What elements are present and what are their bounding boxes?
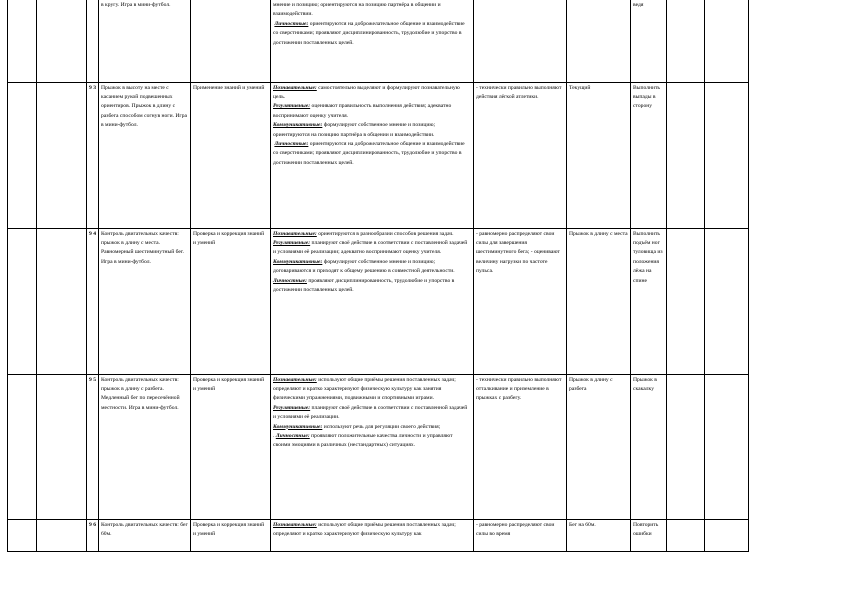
homework-cell: Выполнить подъём ног туловища из положения лёжа на спине bbox=[631, 228, 667, 374]
activity-cell: - технически правильно выполняют отталкивание и приземление в прыжках с разбегу. bbox=[474, 374, 567, 519]
uud-text: планируют своё действие в соответствии с поставленной задачей и условиями её реализации; адекватно воспринимают оценку учителя. bbox=[273, 239, 468, 256]
uud-cell bbox=[271, 228, 474, 374]
uud-entry bbox=[273, 258, 471, 277]
table-row bbox=[8, 0, 749, 82]
uud-text: ориентируются на доброжелательное общение и взаимодействие со сверстниками; проявляют дисциплинированность, трудолюбие и упорство в достижении поставленных целей. bbox=[273, 140, 465, 166]
activity-cell bbox=[474, 0, 567, 82]
uud-entry bbox=[273, 1, 471, 20]
blank-cell bbox=[37, 82, 87, 228]
uud-heading: Коммуникативные: bbox=[273, 423, 323, 430]
blank-cell bbox=[705, 82, 749, 228]
uud-heading: Коммуникативные: bbox=[273, 122, 323, 129]
lesson-number bbox=[87, 0, 99, 82]
lesson-number: 9 3 bbox=[87, 82, 99, 228]
blank-cell bbox=[667, 0, 705, 82]
blank-cell bbox=[667, 519, 705, 551]
lesson-topic: Контроль двигательных качеств: прыжок в длину с разбега. Медленный бег по пересечённой местности. Игра в мини-футбол. bbox=[99, 374, 191, 519]
activity-cell: - равномерно распределяют свои силы для завершения шестиминутного бега; - оценивают величину нагрузки по частоте пульса. bbox=[474, 228, 567, 374]
homework-cell: Прыжок в скакалку bbox=[631, 374, 667, 519]
control-cell: Прыжок в длину с разбега bbox=[567, 374, 631, 519]
uud-entry bbox=[273, 404, 471, 423]
lesson-topic: Прыжок в высоту на месте с касанием рукой подвешенных ориентиров. Прыжок в длину с разбега способом согнув ноги. Игра в мини-футбол. bbox=[99, 82, 191, 228]
uud-heading: Познавательные: bbox=[273, 84, 317, 91]
uud-text: оценивают правильность выполнения действия; адекватно воспринимают оценку учителя. bbox=[273, 103, 452, 119]
uud-cell bbox=[271, 519, 474, 551]
uud-entry bbox=[273, 230, 471, 239]
uud-entry bbox=[273, 121, 471, 140]
uud-heading: Личностные: bbox=[275, 432, 310, 439]
uud-text: мнение и позицию; ориентируются на позицию партнёра в общении и взаимодействии. bbox=[273, 2, 441, 18]
uud-text: проявляют положительные качества личности и управляют своими эмоциями в различных (нестандартных) ситуациях. bbox=[273, 432, 453, 449]
uud-heading: Регулятивные: bbox=[273, 103, 311, 110]
blank-cell bbox=[705, 228, 749, 374]
uud-entry bbox=[273, 277, 471, 296]
lesson-type bbox=[191, 0, 271, 82]
lesson-type: Проверка и коррекция знаний и умений bbox=[191, 374, 271, 519]
lesson-type: Проверка и коррекция знаний и умений bbox=[191, 519, 271, 551]
lesson-number: 9 4 bbox=[87, 228, 99, 374]
blank-cell bbox=[705, 519, 749, 551]
blank-cell bbox=[705, 374, 749, 519]
uud-text: используют общие приёмы решения поставленных задач; определяют и кратко характеризуют физическую культуру как bbox=[273, 521, 456, 537]
uud-text: используют общие приёмы решения поставленных задач; определяют и кратко характеризуют физическую культуру как занятия физическими упражнениями, подвижными и спортивными играми. bbox=[273, 376, 456, 402]
blank-cell bbox=[37, 228, 87, 374]
uud-entry bbox=[273, 140, 471, 168]
uud-heading: Регулятивные: bbox=[273, 404, 311, 411]
activity-cell: - технически правильно выполняют действия лёгкой атлетики. bbox=[474, 82, 567, 228]
uud-heading: Личностные: bbox=[274, 140, 309, 147]
blank-cell bbox=[37, 519, 87, 551]
blank-cell bbox=[8, 0, 37, 82]
uud-cell bbox=[271, 374, 474, 519]
uud-entry bbox=[273, 376, 471, 404]
uud-entry bbox=[273, 521, 471, 540]
uud-text: проявляют дисциплинированность, трудолюбие и упорство в достижении поставленных целей. bbox=[273, 277, 455, 293]
uud-text: формулируют собственное мнение и позицию; ориентируются на позицию партнёра в общении и взаимодействии. bbox=[273, 122, 436, 138]
table-row bbox=[8, 228, 749, 374]
uud-entry bbox=[273, 20, 471, 48]
lesson-topic: Контроль двигательных качеств: бег 60м. bbox=[99, 519, 191, 551]
uud-cell bbox=[271, 82, 474, 228]
uud-heading: Регулятивные: bbox=[273, 239, 311, 246]
uud-entry bbox=[273, 84, 471, 103]
uud-text: планируют своё действие в соответствии с поставленной задачей и условиями её реализации. bbox=[273, 404, 468, 421]
uud-entry: . Личностные: проявляют положительные качества личности и управляют своими эмоциями в различных (нестандартных) ситуациях. bbox=[273, 432, 453, 449]
uud-text: самостоятельно выделяют и формулируют познавательную цель. bbox=[273, 84, 460, 100]
lesson-type: Проверка и коррекция знаний и умений bbox=[191, 228, 271, 374]
uud-text: формулируют собственное мнение и позицию; договариваются и приходят к общему решению в совместной деятельности. bbox=[273, 258, 455, 275]
uud-heading: Познавательные: bbox=[273, 521, 317, 528]
blank-cell bbox=[8, 374, 37, 519]
uud-text: используют речь для регуляции своего действия; bbox=[323, 423, 441, 430]
uud-cell bbox=[271, 0, 474, 82]
uud-entry bbox=[273, 423, 471, 432]
lesson-number: 9 5 bbox=[87, 374, 99, 519]
blank-cell bbox=[8, 519, 37, 551]
uud-entry bbox=[273, 102, 471, 121]
blank-cell bbox=[667, 228, 705, 374]
uud-entry bbox=[273, 239, 471, 258]
blank-cell bbox=[8, 82, 37, 228]
blank-cell bbox=[37, 374, 87, 519]
uud-heading: Личностные: bbox=[274, 20, 309, 27]
lesson-topic: Контроль двигательных качеств: прыжок в длину с места. Равномерный шестиминутный бег. Игра в мини-футбол. bbox=[99, 228, 191, 374]
table-row bbox=[8, 82, 749, 228]
homework-cell: ведя bbox=[631, 0, 667, 82]
blank-cell bbox=[667, 82, 705, 228]
uud-text: ориентируются на доброжелательное общение и взаимодействие со сверстниками; проявляют дисциплинированность, трудолюбие и упорство в достижении поставленных целей. bbox=[273, 20, 465, 46]
uud-heading: Познавательные: bbox=[273, 230, 317, 237]
table-row bbox=[8, 374, 749, 519]
uud-heading: Познавательные: bbox=[273, 376, 317, 383]
uud-heading: Коммуникативные: bbox=[273, 258, 323, 265]
blank-cell bbox=[705, 0, 749, 82]
control-cell: Бег на 60м. bbox=[567, 519, 631, 551]
blank-cell bbox=[8, 228, 37, 374]
lesson-topic: в кругу. Игра в мини-футбол. bbox=[99, 0, 191, 82]
lesson-plan-table bbox=[7, 0, 749, 552]
uud-text: ориентируются в разнообразии способов решения задач. bbox=[318, 230, 454, 237]
homework-cell: Повторить ошибки bbox=[631, 519, 667, 551]
blank-cell bbox=[667, 374, 705, 519]
homework-cell: Выполнить выпады в сторону bbox=[631, 82, 667, 228]
control-cell: Прыжок в длину с места bbox=[567, 228, 631, 374]
control-cell bbox=[567, 0, 631, 82]
activity-cell: - равномерно распределяют свои силы во время bbox=[474, 519, 567, 551]
blank-cell bbox=[37, 0, 87, 82]
lesson-number: 9 6 bbox=[87, 519, 99, 551]
control-cell: Текущий bbox=[567, 82, 631, 228]
lesson-type: Применение знаний и умений bbox=[191, 82, 271, 228]
uud-heading: Личностные: bbox=[273, 277, 307, 284]
table-row bbox=[8, 519, 749, 551]
